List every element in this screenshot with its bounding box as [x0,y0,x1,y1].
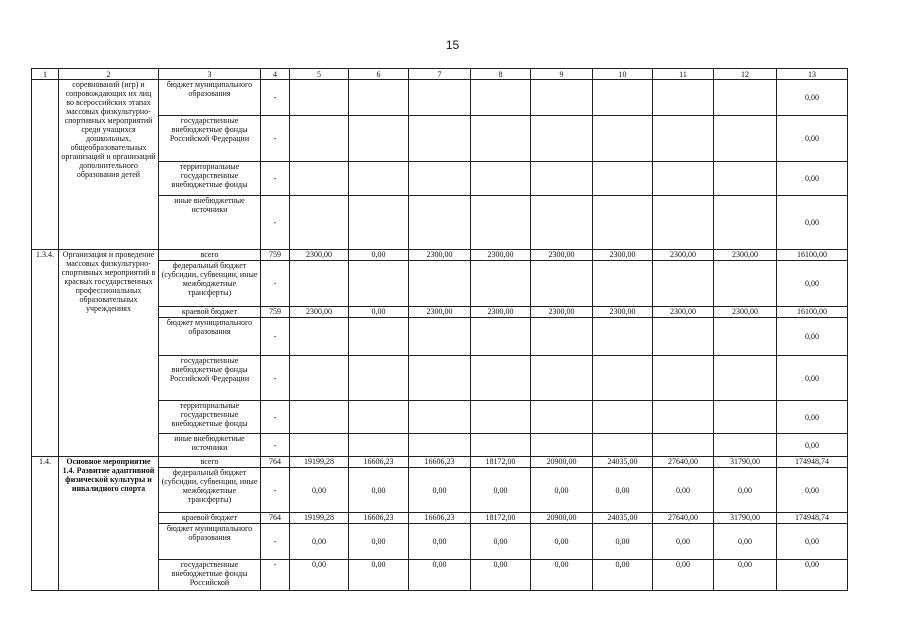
value-cell [593,196,653,250]
column-header: 6 [349,69,409,80]
value-cell: - [261,261,290,307]
value-cell [409,434,471,457]
value-cell [531,80,593,116]
value-cell: 0,00 [409,560,471,591]
value-cell: 18172,00 [471,513,531,524]
value-cell: 16606,23 [409,513,471,524]
value-cell: 27640,00 [653,513,714,524]
column-header: 2 [59,69,159,80]
funding-source: всего [159,250,261,261]
value-cell [593,80,653,116]
value-cell [471,401,531,434]
value-cell [349,318,409,356]
column-header: 10 [593,69,653,80]
value-cell: 0,00 [531,468,593,513]
value-cell: 20900,00 [531,457,593,468]
value-cell: 2300,00 [290,250,349,261]
value-cell [653,196,714,250]
value-cell [409,196,471,250]
value-cell: 0,00 [471,468,531,513]
value-cell: 0,00 [531,560,593,591]
value-cell [593,434,653,457]
value-cell [349,356,409,401]
value-cell: 19199,28 [290,513,349,524]
value-cell [290,196,349,250]
value-cell: 20900,00 [531,513,593,524]
event-name: Организация и проведение массовых физкультурно-спортивных мероприятий в красвых государственных профессиональных образовательных учреждениях [59,250,159,457]
column-header: 1 [32,69,59,80]
value-cell: 2300,00 [471,307,531,318]
value-cell [653,401,714,434]
funding-source: государственные внебюджетные фонды Российской Федерации [159,116,261,162]
value-cell: 0,00 [777,401,848,434]
value-cell: 0,00 [777,116,848,162]
value-cell [349,261,409,307]
value-cell: 0,00 [777,318,848,356]
value-cell [290,261,349,307]
funding-source: краевой бюджет [159,307,261,318]
funding-source: территориальные государственные внебюджетные фонды [159,162,261,196]
value-cell: 0,00 [777,162,848,196]
value-cell: - [261,318,290,356]
value-cell [714,434,777,457]
value-cell: 2300,00 [409,307,471,318]
value-cell: 16100,00 [777,307,848,318]
value-cell: 24035,00 [593,513,653,524]
value-cell: 18172,00 [471,457,531,468]
value-cell [593,318,653,356]
column-header: 4 [261,69,290,80]
value-cell [409,80,471,116]
value-cell: 174948,74 [777,457,848,468]
value-cell: 764 [261,457,290,468]
value-cell: 2300,00 [290,307,349,318]
value-cell [290,434,349,457]
value-cell: - [261,468,290,513]
value-cell [290,116,349,162]
value-cell: 0,00 [653,524,714,560]
value-cell: 0,00 [593,560,653,591]
value-cell: 0,00 [593,524,653,560]
value-cell: 0,00 [714,468,777,513]
funding-source: иные внебюджетные источники [159,196,261,250]
value-cell: 0,00 [349,560,409,591]
value-cell: 2300,00 [593,250,653,261]
table-row [32,250,848,261]
value-cell [531,162,593,196]
value-cell: - [261,524,290,560]
value-cell [653,318,714,356]
value-cell [409,162,471,196]
value-cell [531,318,593,356]
value-cell [653,162,714,196]
value-cell: 759 [261,250,290,261]
value-cell [531,401,593,434]
value-cell: 0,00 [290,524,349,560]
value-cell [593,261,653,307]
column-header: 3 [159,69,261,80]
value-cell [409,356,471,401]
value-cell: - [261,162,290,196]
table-row [32,457,848,468]
value-cell: 0,00 [471,560,531,591]
value-cell: 0,00 [349,307,409,318]
value-cell: 0,00 [531,524,593,560]
value-cell: 16606,23 [409,457,471,468]
value-cell [471,196,531,250]
column-header: 12 [714,69,777,80]
value-cell [653,356,714,401]
funding-source: бюджет муниципального образования [159,80,261,116]
value-cell [409,116,471,162]
funding-source: краевой бюджет [159,513,261,524]
value-cell: 0,00 [471,524,531,560]
value-cell [593,116,653,162]
value-cell: 0,00 [349,468,409,513]
value-cell: 174948,74 [777,513,848,524]
value-cell: - [261,196,290,250]
column-header: 7 [409,69,471,80]
value-cell: 0,00 [714,524,777,560]
value-cell [471,162,531,196]
value-cell [593,401,653,434]
column-header: 8 [471,69,531,80]
value-cell [714,261,777,307]
header-row [32,69,848,80]
value-cell: 0,00 [290,468,349,513]
value-cell: - [261,116,290,162]
value-cell: 0,00 [290,560,349,591]
value-cell [349,162,409,196]
value-cell: 0,00 [777,356,848,401]
value-cell [290,401,349,434]
value-cell: 0,00 [777,468,848,513]
value-cell: 0,00 [349,524,409,560]
value-cell [290,162,349,196]
value-cell: 0,00 [409,468,471,513]
value-cell [471,261,531,307]
event-name: Основное мероприятие 1.4. Развитие адаптивной физической культуры и инвалидного спорта [59,457,159,591]
value-cell: 24035,00 [593,457,653,468]
value-cell: 0,00 [653,468,714,513]
value-cell [471,434,531,457]
column-header: 9 [531,69,593,80]
value-cell [653,80,714,116]
value-cell [349,116,409,162]
value-cell: 0,00 [777,196,848,250]
value-cell [349,196,409,250]
value-cell [531,196,593,250]
row-number: 1.4. [32,457,59,591]
value-cell [471,356,531,401]
value-cell [714,196,777,250]
value-cell: 31790,00 [714,457,777,468]
funding-source: бюджет муниципального образования [159,318,261,356]
value-cell: 0,00 [777,261,848,307]
value-cell [471,80,531,116]
column-header: 13 [777,69,848,80]
funding-source: иные внебюджетные источники [159,434,261,457]
value-cell: 0,00 [349,250,409,261]
value-cell: 2300,00 [714,307,777,318]
value-cell [290,356,349,401]
value-cell: 764 [261,513,290,524]
value-cell [653,434,714,457]
funding-source: федеральный бюджет (субсидии, субвенции, иные межбюджетные трансферты) [159,468,261,513]
value-cell: 31790,00 [714,513,777,524]
funding-source: бюджет муниципального образования [159,524,261,560]
value-cell [714,80,777,116]
value-cell [531,261,593,307]
value-cell: 19199,28 [290,457,349,468]
value-cell: - [261,356,290,401]
value-cell [290,80,349,116]
value-cell [409,318,471,356]
value-cell: 0,00 [409,524,471,560]
funding-source: государственные внебюджетные фонды Российской Федерации [159,356,261,401]
value-cell: 0,00 [714,560,777,591]
funding-source: федеральный бюджет (субсидии, субвенции, иные межбюджетные трансферты) [159,261,261,307]
value-cell [593,162,653,196]
value-cell: 2300,00 [471,250,531,261]
value-cell [409,261,471,307]
value-cell: - [261,560,290,591]
value-cell [714,401,777,434]
value-cell: - [261,401,290,434]
funding-source: территориальные государственные внебюджетные фонды [159,401,261,434]
value-cell: 759 [261,307,290,318]
value-cell: 2300,00 [531,307,593,318]
value-cell: 2300,00 [653,250,714,261]
value-cell: 16606,23 [349,457,409,468]
value-cell: 0,00 [777,80,848,116]
column-header: 5 [290,69,349,80]
value-cell [349,80,409,116]
value-cell [471,116,531,162]
value-cell: 2300,00 [531,250,593,261]
page-number: 15 [445,38,460,52]
value-cell: 2300,00 [409,250,471,261]
row-number: 1.3.4. [32,250,59,457]
value-cell [531,356,593,401]
table-row [32,80,848,116]
value-cell [409,401,471,434]
value-cell [471,318,531,356]
value-cell: 16100,00 [777,250,848,261]
column-header: 11 [653,69,714,80]
funding-source: государственные внебюджетные фонды Российской [159,560,261,591]
value-cell [714,356,777,401]
value-cell: 0,00 [653,560,714,591]
value-cell: - [261,434,290,457]
value-cell: 2300,00 [653,307,714,318]
row-number [32,80,59,250]
value-cell: 0,00 [777,434,848,457]
value-cell [714,116,777,162]
value-cell [714,318,777,356]
value-cell [349,434,409,457]
value-cell [290,318,349,356]
value-cell: 0,00 [593,468,653,513]
value-cell [593,356,653,401]
value-cell: 2300,00 [714,250,777,261]
event-name: соревнований (игр) и сопровождающих их лиц во всероссийских этапах массовых физкультурно-спортивных мероприятий среди учащихся дошкольных, общеобразовательных организаций и организаций дополнительного образования детей [59,80,159,250]
value-cell: 16606,23 [349,513,409,524]
value-cell: 27640,00 [653,457,714,468]
value-cell [714,162,777,196]
budget-table [31,68,848,591]
value-cell: 0,00 [777,560,848,591]
funding-source: всего [159,457,261,468]
value-cell [653,116,714,162]
value-cell [531,116,593,162]
value-cell [531,434,593,457]
value-cell: 2300,00 [593,307,653,318]
value-cell [349,401,409,434]
value-cell: - [261,80,290,116]
value-cell: 0,00 [777,524,848,560]
value-cell [653,261,714,307]
